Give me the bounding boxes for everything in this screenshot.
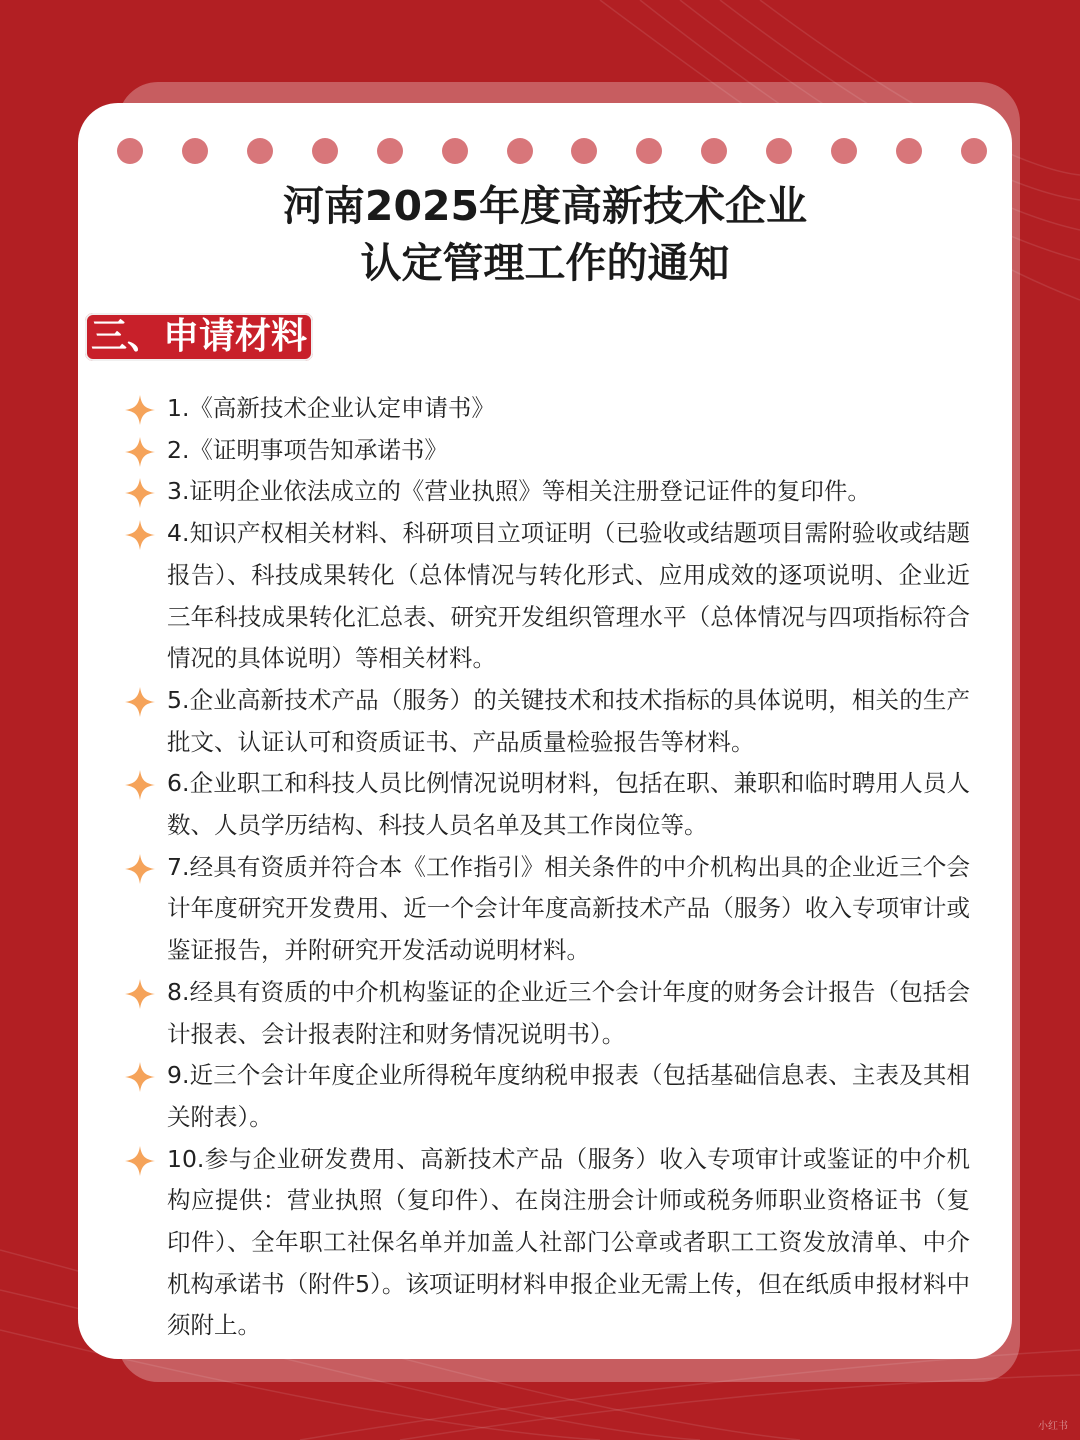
binder-dot <box>896 138 922 164</box>
list-item <box>120 972 970 1055</box>
sparkle-icon <box>124 769 156 801</box>
binder-dots <box>117 138 987 164</box>
title-line-1: 河南2025年度高新技术企业 <box>282 182 808 230</box>
binder-dot <box>377 138 403 164</box>
sparkle-icon <box>124 477 156 509</box>
list-item-text: 1.《高新技术企业认定申请书》 <box>167 394 495 422</box>
list-item-text: 5.企业高新技术产品（服务）的关键技术和技术指标的具体说明，相关的生产批文、认证认可和资质证书、产品质量检验报告等材料。 <box>167 685 970 756</box>
sparkle-icon <box>124 1145 156 1177</box>
list-item-text: 9.近三个会计年度企业所得税年度纳税申报表（包括基础信息表、主表及其相关附表）。 <box>167 1061 970 1131</box>
watermark: 小红书 <box>1038 1421 1068 1432</box>
sparkle-icon <box>124 978 156 1010</box>
list-item-text: 4.知识产权相关材料、科研项目立项证明（已验收或结题项目需附验收或结题报告）、科技成果转化（总体情况与转化形式、应用成效的逐项说明、企业近三年科技成果转化汇总表、研究开发组织管理水平（总体情况与四项指标符合情况的具体说明）等相关材料。 <box>167 519 970 673</box>
list-item <box>120 471 970 513</box>
binder-dot <box>701 138 727 164</box>
list-item <box>120 1139 970 1348</box>
sparkle-icon <box>124 686 156 718</box>
list-item <box>120 388 970 430</box>
list-item <box>120 763 970 846</box>
binder-dot <box>182 138 208 164</box>
binder-dot <box>961 138 987 164</box>
list-item-text: 7.经具有资质并符合本《工作指引》相关条件的中介机构出具的企业近三个会计年度研究开发费用、近一个会计年度高新技术产品（服务）收入专项审计或鉴证报告，并附研究开发活动说明材料。 <box>167 852 970 965</box>
list-item <box>120 680 970 763</box>
list-item <box>120 513 970 680</box>
sparkle-icon <box>124 394 156 426</box>
binder-dot <box>507 138 533 164</box>
binder-dot <box>117 138 143 164</box>
list-item-text: 8.经具有资质的中介机构鉴证的企业近三个会计年度的财务会计报告（包括会计报表、会计报表附注和财务情况说明书）。 <box>167 977 970 1048</box>
section-heading: 三、申请材料 <box>85 313 313 361</box>
binder-dot <box>766 138 792 164</box>
sparkle-icon <box>124 436 156 468</box>
binder-dot <box>247 138 273 164</box>
page-title <box>78 178 1012 292</box>
materials-list <box>120 388 970 1347</box>
list-item <box>120 847 970 972</box>
binder-dot <box>636 138 662 164</box>
list-item <box>120 430 970 472</box>
list-item-text: 6.企业职工和科技人员比例情况说明材料，包括在职、兼职和临时聘用人员人数、人员学历结构、科技人员名单及其工作岗位等。 <box>167 769 970 840</box>
binder-dot <box>571 138 597 164</box>
list-item <box>120 1055 970 1138</box>
sparkle-icon <box>124 1061 156 1093</box>
sparkle-icon <box>124 519 156 551</box>
binder-dot <box>312 138 338 164</box>
sparkle-icon <box>124 853 156 885</box>
list-item-text: 2.《证明事项告知承诺书》 <box>167 435 448 464</box>
list-item-text: 3.证明企业依法成立的《营业执照》等相关注册登记证件的复印件。 <box>167 477 871 506</box>
binder-dot <box>831 138 857 164</box>
list-item-text: 10.参与企业研发费用、高新技术产品（服务）收入专项审计或鉴证的中介机构应提供：营业执照（复印件）、在岗注册会计师或税务师职业资格证书（复印件）、全年职工社保名单并加盖人社部门公章或者职工工资发放清单、中介机构承诺书（附件5）。该项证明材料申报企业无需上传，但在纸质申报材料中须附上。 <box>167 1144 970 1340</box>
binder-dot <box>442 138 468 164</box>
title-line-2: 认定管理工作的通知 <box>360 239 730 287</box>
